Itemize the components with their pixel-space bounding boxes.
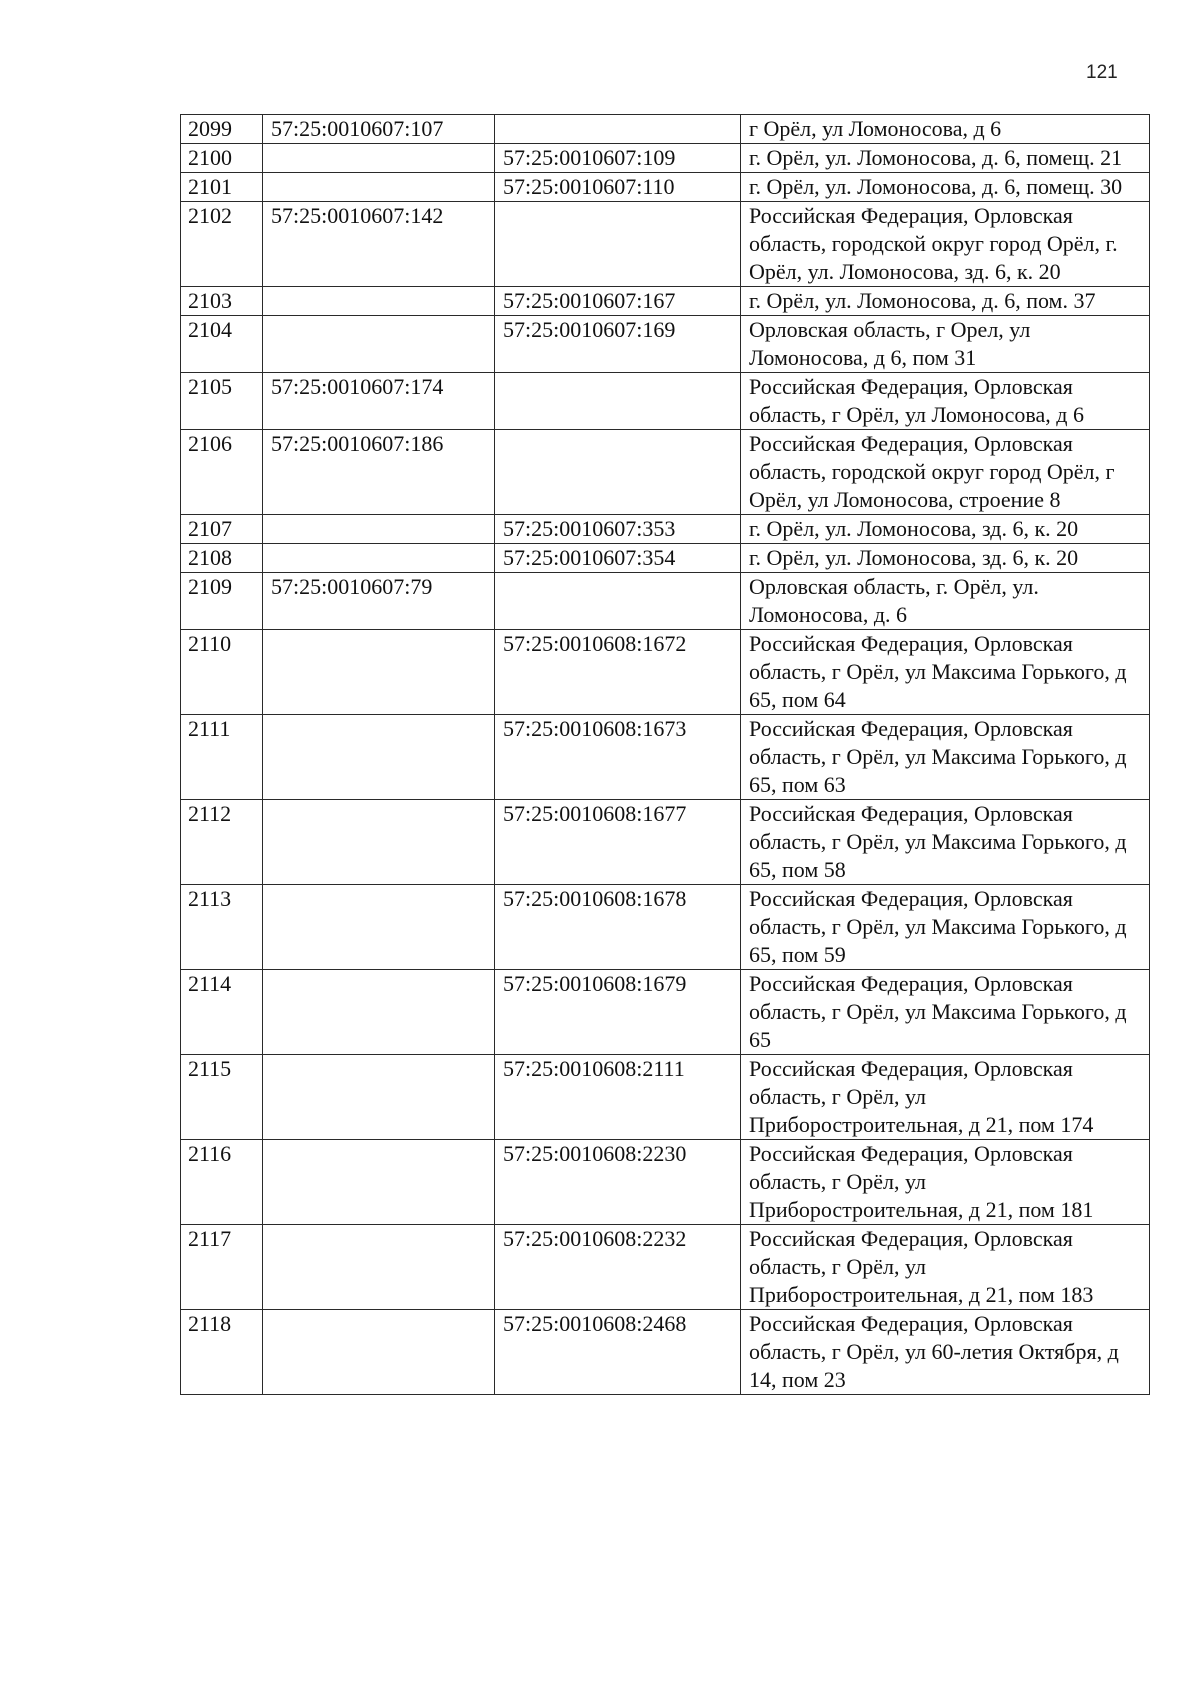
land-cadastral-number-cell: [263, 885, 495, 970]
page-number: 121: [1086, 62, 1118, 83]
object-cadastral-number-cell: 57:25:0010607:353: [495, 515, 741, 544]
object-cadastral-number-cell: 57:25:0010608:1678: [495, 885, 741, 970]
land-cadastral-number-cell: [263, 970, 495, 1055]
object-cadastral-number-cell: 57:25:0010608:1672: [495, 630, 741, 715]
land-cadastral-number-cell: 57:25:0010607:174: [263, 373, 495, 430]
address-cell: г. Орёл, ул. Ломоносова, д. 6, пом. 37: [741, 287, 1150, 316]
row-number-cell: 2110: [181, 630, 263, 715]
table-row: [181, 1310, 1150, 1395]
address-cell: Российская Федерация, Орловская область, г Орёл, ул Максима Горького, д 65: [741, 970, 1150, 1055]
object-cadastral-number-cell: 57:25:0010607:110: [495, 173, 741, 202]
address-cell: Российская Федерация, Орловская область, г Орёл, ул Максима Горького, д 65, пом 59: [741, 885, 1150, 970]
row-number-cell: 2112: [181, 800, 263, 885]
land-cadastral-number-cell: [263, 144, 495, 173]
address-cell: Российская Федерация, Орловская область, г Орёл, ул Приборостроительная, д 21, пом 181: [741, 1140, 1150, 1225]
table-row: [181, 144, 1150, 173]
table-row: [181, 515, 1150, 544]
land-cadastral-number-cell: [263, 1055, 495, 1140]
address-cell: г. Орёл, ул. Ломоносова, зд. 6, к. 20: [741, 544, 1150, 573]
row-number-cell: 2104: [181, 316, 263, 373]
address-cell: Российская Федерация, Орловская область, городской округ город Орёл, г Орёл, ул Ломоносова, строение 8: [741, 430, 1150, 515]
address-cell: Российская Федерация, Орловская область, г Орёл, ул Максима Горького, д 65, пом 58: [741, 800, 1150, 885]
land-cadastral-number-cell: 57:25:0010607:186: [263, 430, 495, 515]
land-cadastral-number-cell: [263, 316, 495, 373]
row-number-cell: 2105: [181, 373, 263, 430]
address-cell: г Орёл, ул Ломоносова, д 6: [741, 115, 1150, 144]
object-cadastral-number-cell: 57:25:0010607:169: [495, 316, 741, 373]
land-cadastral-number-cell: [263, 173, 495, 202]
table-row: [181, 115, 1150, 144]
address-cell: Российская Федерация, Орловская область, г Орёл, ул Максима Горького, д 65, пом 64: [741, 630, 1150, 715]
object-cadastral-number-cell: [495, 573, 741, 630]
land-cadastral-number-cell: [263, 1225, 495, 1310]
table-row: [181, 885, 1150, 970]
object-cadastral-number-cell: 57:25:0010608:1673: [495, 715, 741, 800]
row-number-cell: 2113: [181, 885, 263, 970]
table-row: [181, 573, 1150, 630]
table-row: [181, 544, 1150, 573]
row-number-cell: 2100: [181, 144, 263, 173]
land-cadastral-number-cell: 57:25:0010607:142: [263, 202, 495, 287]
table-row: [181, 970, 1150, 1055]
land-cadastral-number-cell: [263, 544, 495, 573]
table-row: [181, 715, 1150, 800]
row-number-cell: 2109: [181, 573, 263, 630]
table-row: [181, 173, 1150, 202]
land-cadastral-number-cell: [263, 1310, 495, 1395]
row-number-cell: 2101: [181, 173, 263, 202]
row-number-cell: 2106: [181, 430, 263, 515]
object-cadastral-number-cell: 57:25:0010608:1677: [495, 800, 741, 885]
table-row: [181, 1055, 1150, 1140]
object-cadastral-number-cell: 57:25:0010608:1679: [495, 970, 741, 1055]
row-number-cell: 2107: [181, 515, 263, 544]
land-cadastral-number-cell: 57:25:0010607:79: [263, 573, 495, 630]
table-row: [181, 202, 1150, 287]
row-number-cell: 2108: [181, 544, 263, 573]
row-number-cell: 2115: [181, 1055, 263, 1140]
table-row: [181, 630, 1150, 715]
object-cadastral-number-cell: [495, 202, 741, 287]
address-cell: Российская Федерация, Орловская область, городской округ город Орёл, г. Орёл, ул. Ломоносова, зд. 6, к. 20: [741, 202, 1150, 287]
registry-table: [180, 114, 1150, 1395]
row-number-cell: 2111: [181, 715, 263, 800]
object-cadastral-number-cell: 57:25:0010608:2230: [495, 1140, 741, 1225]
land-cadastral-number-cell: 57:25:0010607:107: [263, 115, 495, 144]
address-cell: Российская Федерация, Орловская область, г Орёл, ул 60-летия Октября, д 14, пом 23: [741, 1310, 1150, 1395]
table-row: [181, 430, 1150, 515]
address-cell: г. Орёл, ул. Ломоносова, зд. 6, к. 20: [741, 515, 1150, 544]
row-number-cell: 2114: [181, 970, 263, 1055]
address-cell: Орловская область, г Орел, ул Ломоносова, д 6, пом 31: [741, 316, 1150, 373]
object-cadastral-number-cell: 57:25:0010608:2468: [495, 1310, 741, 1395]
object-cadastral-number-cell: 57:25:0010607:167: [495, 287, 741, 316]
object-cadastral-number-cell: [495, 430, 741, 515]
address-cell: г. Орёл, ул. Ломоносова, д. 6, помещ. 21: [741, 144, 1150, 173]
object-cadastral-number-cell: 57:25:0010608:2232: [495, 1225, 741, 1310]
land-cadastral-number-cell: [263, 630, 495, 715]
land-cadastral-number-cell: [263, 715, 495, 800]
table-row: [181, 800, 1150, 885]
address-cell: г. Орёл, ул. Ломоносова, д. 6, помещ. 30: [741, 173, 1150, 202]
table-row: [181, 316, 1150, 373]
row-number-cell: 2102: [181, 202, 263, 287]
row-number-cell: 2116: [181, 1140, 263, 1225]
land-cadastral-number-cell: [263, 515, 495, 544]
address-cell: Российская Федерация, Орловская область, г Орёл, ул Ломоносова, д 6: [741, 373, 1150, 430]
row-number-cell: 2099: [181, 115, 263, 144]
table-row: [181, 373, 1150, 430]
address-cell: Орловская область, г. Орёл, ул. Ломоносова, д. 6: [741, 573, 1150, 630]
row-number-cell: 2118: [181, 1310, 263, 1395]
table-row: [181, 287, 1150, 316]
address-cell: Российская Федерация, Орловская область, г Орёл, ул Максима Горького, д 65, пом 63: [741, 715, 1150, 800]
object-cadastral-number-cell: 57:25:0010607:109: [495, 144, 741, 173]
table-row: [181, 1140, 1150, 1225]
object-cadastral-number-cell: [495, 373, 741, 430]
land-cadastral-number-cell: [263, 1140, 495, 1225]
row-number-cell: 2103: [181, 287, 263, 316]
object-cadastral-number-cell: 57:25:0010607:354: [495, 544, 741, 573]
object-cadastral-number-cell: 57:25:0010608:2111: [495, 1055, 741, 1140]
address-cell: Российская Федерация, Орловская область, г Орёл, ул Приборостроительная, д 21, пом 183: [741, 1225, 1150, 1310]
address-cell: Российская Федерация, Орловская область, г Орёл, ул Приборостроительная, д 21, пом 174: [741, 1055, 1150, 1140]
land-cadastral-number-cell: [263, 287, 495, 316]
land-cadastral-number-cell: [263, 800, 495, 885]
table-row: [181, 1225, 1150, 1310]
row-number-cell: 2117: [181, 1225, 263, 1310]
object-cadastral-number-cell: [495, 115, 741, 144]
